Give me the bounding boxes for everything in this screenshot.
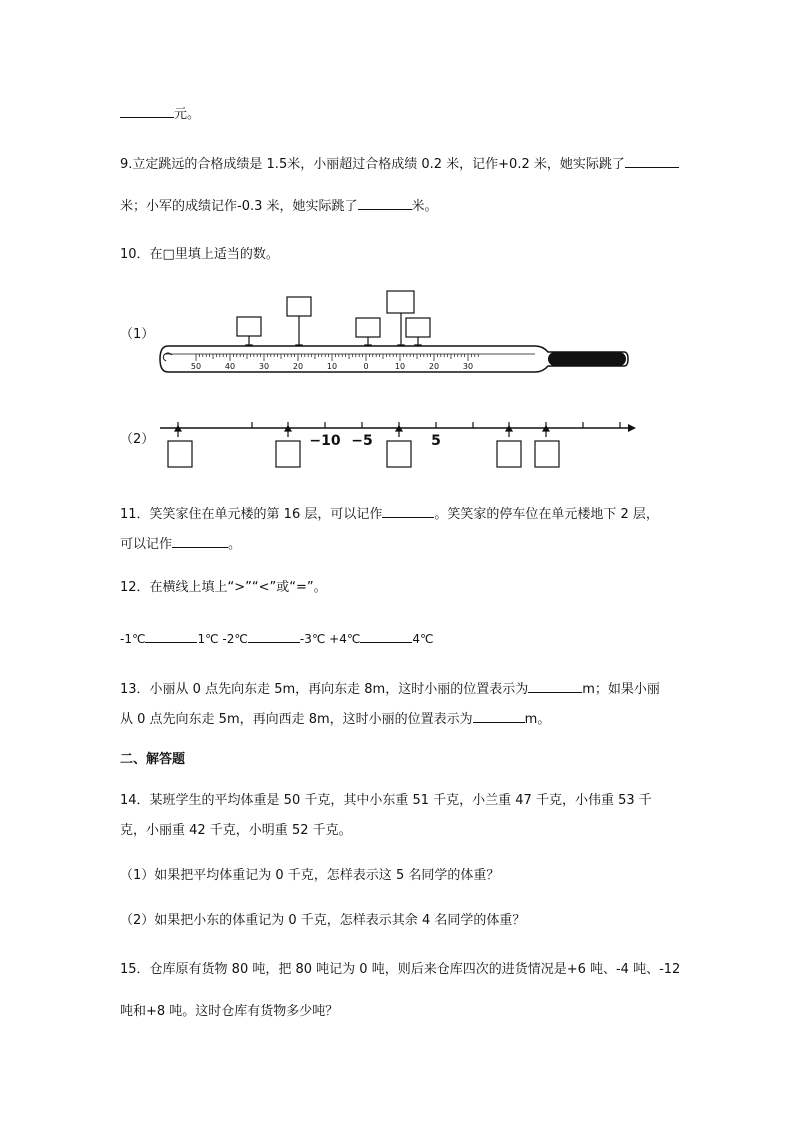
thermo-tick-label: 0 [363, 362, 369, 371]
thermo-answer-box[interactable] [287, 297, 311, 316]
q14-line2: 克，小丽重 42 千克，小明重 52 千克。 [120, 823, 352, 838]
q10-label-1: （1） [120, 327, 155, 342]
answer-blank[interactable] [382, 503, 434, 518]
q9-text: 米。 [411, 199, 438, 214]
answer-blank[interactable] [625, 153, 679, 168]
number-line-figure [150, 410, 640, 472]
numberline-tick-label: 5 [431, 433, 441, 449]
q11-text: 。笑笑家的停车位在单元楼地下 2 层， [434, 507, 659, 522]
compare-blank[interactable] [145, 628, 197, 643]
numberline-answer-box[interactable] [497, 441, 521, 467]
thermo-tick-label: 30 [462, 362, 474, 371]
compare-value: +4℃ [329, 632, 361, 646]
thermo-tick-label: 10 [394, 362, 406, 371]
q14-sub2: （2）如果把小东的体重记为 0 千克，怎样表示其余 4 名同学的体重？ [120, 913, 526, 928]
q10-text: 10．在□里填上适当的数。 [120, 247, 279, 262]
numberline-answer-box[interactable] [168, 441, 192, 467]
q14-line1: 14．某班学生的平均体重是 50 千克，其中小东重 51 千克，小兰重 47 千克，小伟重 53 千 [120, 793, 652, 808]
thermo-answer-box[interactable] [406, 318, 430, 337]
q11-text: 。 [228, 537, 242, 552]
thermo-tick-label: 40 [224, 362, 236, 371]
q14-sub1: （1）如果把平均体重记为 0 千克，怎样表示这 5 名同学的体重？ [120, 868, 500, 883]
thermo-tick-label: 30 [258, 362, 270, 371]
numberline-tick-label: −10 [309, 433, 341, 449]
q13-text: m；如果小丽 [582, 682, 660, 697]
q9-text: 米；小军的成绩记作-0.3 米，她实际跳了 [120, 199, 358, 214]
q13-text: 13．小丽从 0 点先向东走 5m，再向东走 8m，这时小丽的位置表示为 [120, 682, 529, 697]
numberline-answer-box[interactable] [535, 441, 559, 467]
compare-blank[interactable] [248, 628, 300, 643]
q13-line1 [120, 678, 660, 700]
answer-blank[interactable] [473, 708, 525, 723]
section-title: 二、解答题 [120, 752, 186, 767]
numberline-answer-box[interactable] [387, 441, 411, 467]
thermometer-figure [150, 285, 640, 380]
compare-blank[interactable] [360, 628, 412, 643]
compare-value: 4℃ [412, 632, 434, 646]
q12-text: 12．在横线上填上“>”“<”或“=”。 [120, 580, 327, 595]
answer-blank[interactable] [358, 195, 412, 210]
compare-value: 1℃ [197, 632, 219, 646]
compare-value: -1℃ [120, 632, 146, 646]
answer-blank[interactable] [172, 533, 228, 548]
thermo-tick-label: 20 [292, 362, 304, 371]
thermo-tick-label: 20 [428, 362, 440, 371]
numberline-tick-label: −5 [351, 433, 373, 449]
q11-line1 [120, 503, 659, 525]
answer-blank[interactable] [120, 103, 174, 118]
q9-text: 9.立定跳远的合格成绩是 1.5米，小丽超过合格成绩 0.2 米，记作+0.2 米，她实际跳了 [120, 157, 625, 172]
thermo-tick-label: 50 [190, 362, 202, 371]
compare-value: -3℃ [299, 632, 326, 646]
q13-text: m。 [524, 712, 551, 727]
q13-text: 从 0 点先向东走 5m，再向西走 8m，这时小丽的位置表示为 [120, 712, 473, 727]
compare-value: -2℃ [222, 632, 248, 646]
frag-text: 元。 [174, 107, 201, 122]
q10-prompt [120, 245, 279, 265]
thermo-answer-box[interactable] [387, 291, 414, 313]
q13-line2 [120, 708, 550, 730]
q10-label-2: （2） [120, 432, 155, 447]
q12-comparisons [120, 628, 433, 649]
answer-blank[interactable] [528, 678, 582, 693]
q11-line2 [120, 533, 241, 555]
thermo-answer-box[interactable] [237, 317, 261, 336]
q9-line1 [120, 153, 679, 175]
frag-top-line [120, 103, 200, 125]
q11-text: 11．笑笑家住在单元楼的第 16 层，可以记作 [120, 507, 383, 522]
q9-line2 [120, 195, 438, 217]
thermo-answer-box[interactable] [356, 318, 380, 337]
q15-line1: 15．仓库原有货物 80 吨，把 80 吨记为 0 吨，则后来仓库四次的进货情况是+6 吨、-4 吨、-12 [120, 962, 681, 977]
thermo-tick-label: 10 [326, 362, 338, 371]
q11-text: 可以记作 [120, 537, 173, 552]
numberline-answer-box[interactable] [276, 441, 300, 467]
q15-line2: 吨和+8 吨。这时仓库有货物多少吨？ [120, 1004, 339, 1019]
q12-prompt [120, 578, 327, 598]
